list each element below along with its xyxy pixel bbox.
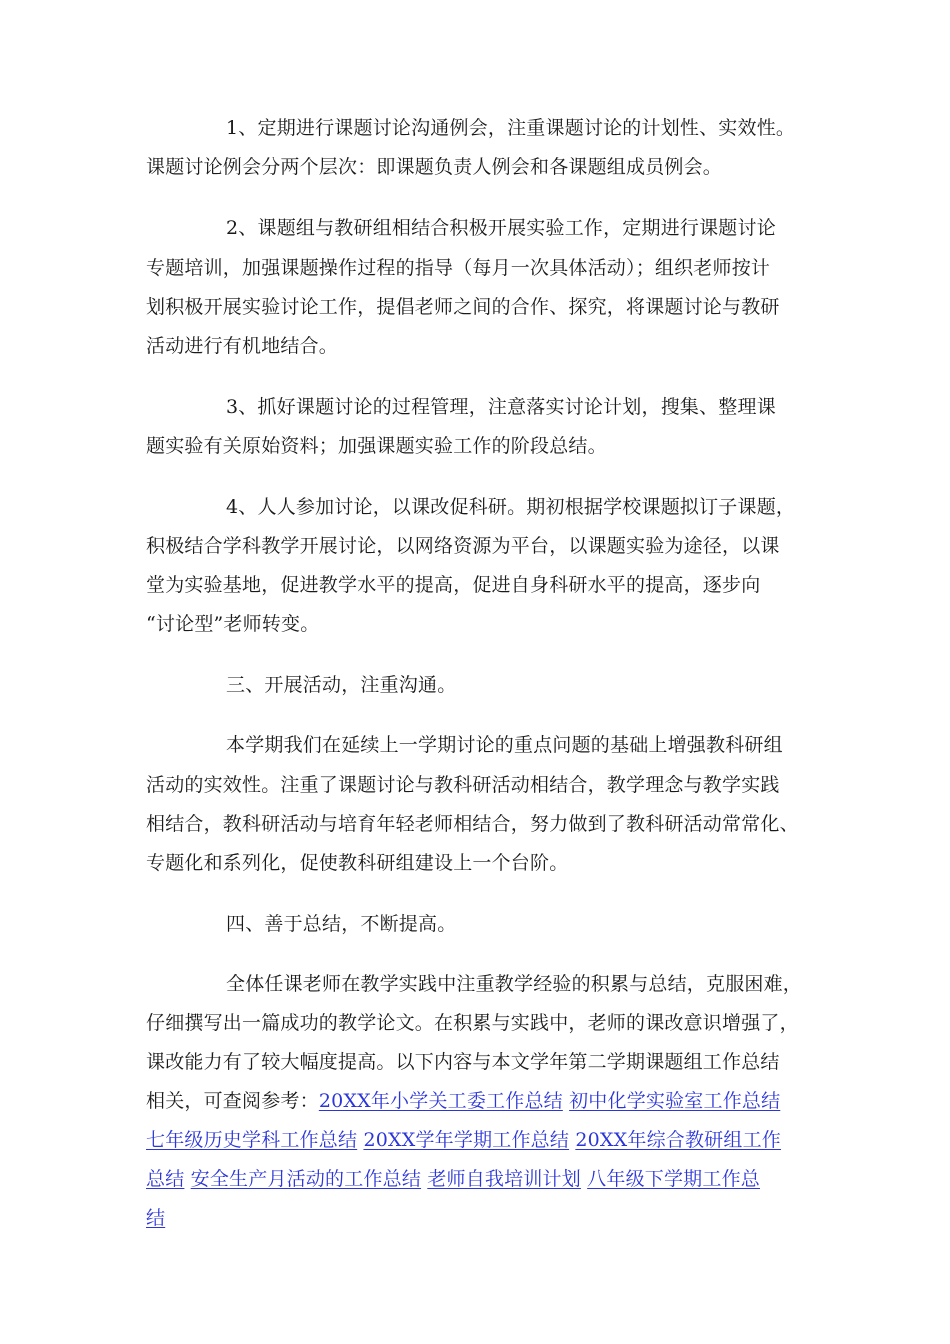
paragraph-line: 划积极开展实验讨论工作，提倡老师之间的合作、探究，将课题讨论与教研	[146, 296, 780, 318]
related-link[interactable]: 八年级下学期工作总	[587, 1168, 760, 1190]
related-link[interactable]: 总结	[146, 1168, 185, 1190]
related-link[interactable]: 20XX年小学关工委工作总结	[318, 1090, 563, 1112]
paragraph-line: 专题培训，加强课题操作过程的指导（每月一次具体活动）；组织老师按计	[146, 257, 771, 279]
paragraph-line: 1、定期进行课题讨论沟通例会，注重课题讨论的计划性、实效性。	[226, 117, 796, 139]
paragraph-line: 课题讨论例会分两个层次：即课题负责人例会和各课题组成员例会。	[146, 156, 723, 178]
paragraph-line: 本学期我们在延续上一学期讨论的重点问题的基础上增强教科研组	[226, 734, 783, 756]
related-link[interactable]: 七年级历史学科工作总结	[146, 1129, 358, 1151]
paragraph-line: 活动的实效性。注重了课题讨论与教科研活动相结合，教学理念与教学实践	[146, 774, 780, 796]
paragraph-line: 全体任课老师在教学实践中注重教学经验的积累与总结，克服困难，	[226, 973, 803, 995]
paragraph-line: 相结合，教科研活动与培育年轻老师相结合，努力做到了教科研活动常常化、	[146, 813, 799, 835]
paragraph-line: 课改能力有了较大幅度提高。以下内容与本文学年第二学期课题组工作总结	[146, 1051, 780, 1073]
related-link[interactable]: 安全生产月活动的工作总结	[190, 1168, 422, 1190]
references-line	[146, 1128, 781, 1152]
paragraph-line: 专题化和系列化，促使教科研组建设上一个台阶。	[146, 852, 569, 874]
paragraph-line: 4、人人参加讨论，以课改促科研。期初根据学校课题拟订子课题，	[226, 496, 796, 518]
references-line	[146, 1089, 780, 1113]
related-link[interactable]: 老师自我培训计划	[427, 1168, 581, 1190]
paragraph-line: 仔细撰写出一篇成功的教学论文。在积累与实践中，老师的课改意识增强了，	[146, 1012, 799, 1034]
paragraph-line: 堂为实验基地，促进教学水平的提高，促进自身科研水平的提高，逐步向	[146, 574, 761, 596]
paragraph-line: “讨论型”老师转变。	[146, 613, 320, 635]
related-link[interactable]: 20XX年综合教研组工作	[575, 1129, 781, 1151]
related-link[interactable]: 20XX学年学期工作总结	[363, 1129, 570, 1151]
references-prefix: 相关，可查阅参考：	[146, 1090, 319, 1112]
paragraph-line: 3、抓好课题讨论的过程管理，注意落实讨论计划，搜集、整理课	[226, 396, 776, 418]
references-line	[146, 1167, 760, 1191]
related-link[interactable]: 初中化学实验室工作总结	[569, 1090, 781, 1112]
references-line	[146, 1206, 165, 1230]
section-heading: 四、善于总结，不断提高。	[226, 913, 457, 935]
paragraph-line: 2、课题组与教研组相结合积极开展实验工作，定期进行课题讨论	[226, 217, 776, 239]
paragraph-line: 积极结合学科教学开展讨论，以网络资源为平台，以课题实验为途径，以课	[146, 535, 780, 557]
section-heading: 三、开展活动，注重沟通。	[226, 674, 457, 696]
paragraph-line: 活动进行有机地结合。	[146, 335, 339, 357]
related-link[interactable]: 结	[146, 1207, 166, 1229]
paragraph-line: 题实验有关原始资料；加强课题实验工作的阶段总结。	[146, 435, 607, 457]
